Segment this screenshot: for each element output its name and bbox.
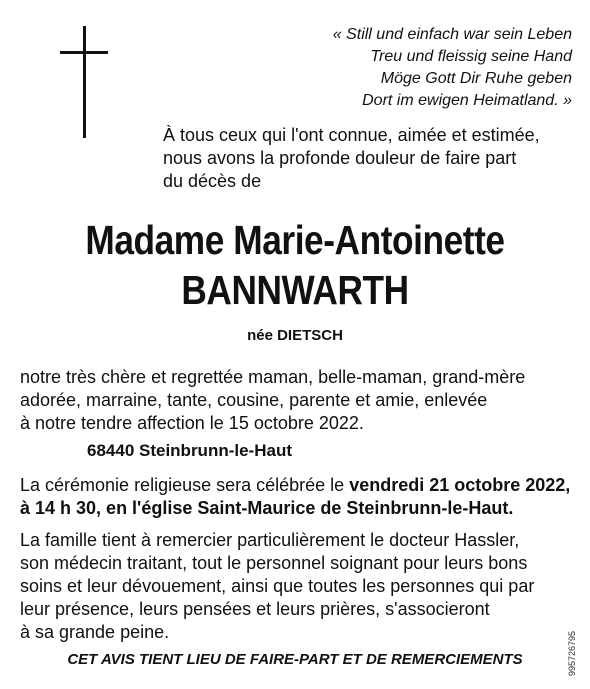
poem-line: Dort im ewigen Heimatland. » (362, 92, 572, 109)
paragraph-line: leur présence, leurs pensées et leurs prières, s'associeront (20, 599, 490, 619)
name-line-1: Madame Marie-Antoinette (85, 217, 505, 263)
locality: 68440 Steinbrunn-le-Haut (87, 441, 292, 460)
paragraph-line: son médecin traitant, tout le personnel soignant pour leurs bons (20, 553, 528, 573)
intro-line: du décès de (163, 171, 262, 191)
ceremony-intro: La cérémonie religieuse sera célébrée le (20, 475, 350, 495)
poem-line: Möge Gott Dir Ruhe geben (380, 70, 572, 87)
poem-line: Treu und fleissig seine Hand (370, 48, 572, 65)
cross-icon (60, 26, 108, 138)
reference-number: 995726795 (567, 630, 577, 676)
paragraph-line: notre très chère et regrettée maman, belle-maman, grand-mère (20, 367, 526, 387)
intro-text (163, 124, 573, 193)
ceremony-date: vendredi 21 octobre 2022, (349, 475, 571, 495)
intro-line: nous avons la profonde douleur de faire part (163, 148, 517, 168)
intro-line: À tous ceux qui l'ont connue, aimée et estimée, (163, 125, 540, 145)
ceremony-paragraph (20, 474, 576, 520)
paragraph-line: adorée, marraine, tante, cousine, parente et amie, enlevée (20, 390, 488, 410)
paragraph-line: à sa grande peine. (20, 622, 170, 642)
ceremony-time-place: à 14 h 30, en l'église Saint-Maurice de Steinbrunn-le-Haut. (20, 498, 514, 518)
paragraph-line: La famille tient à remercier particulièrement le docteur Hassler, (20, 530, 520, 550)
maiden-name: née DIETSCH (247, 327, 343, 344)
footer-note: CET AVIS TIENT LIEU DE FAIRE-PART ET DE REMERCIEMENTS (67, 651, 523, 668)
paragraph-line: à notre tendre affection le 15 octobre 2022. (20, 413, 364, 433)
deceased-name (41, 215, 548, 315)
poem (192, 24, 572, 112)
poem-line: « Still und einfach war sein Leben (332, 26, 572, 43)
thanks-paragraph (20, 529, 576, 644)
name-line-2: BANNWARTH (181, 267, 409, 313)
paragraph-line: soins et leur dévouement, ainsi que toutes les personnes qui par (20, 576, 535, 596)
relationship-paragraph (20, 366, 576, 435)
paragraph-line (20, 474, 576, 497)
